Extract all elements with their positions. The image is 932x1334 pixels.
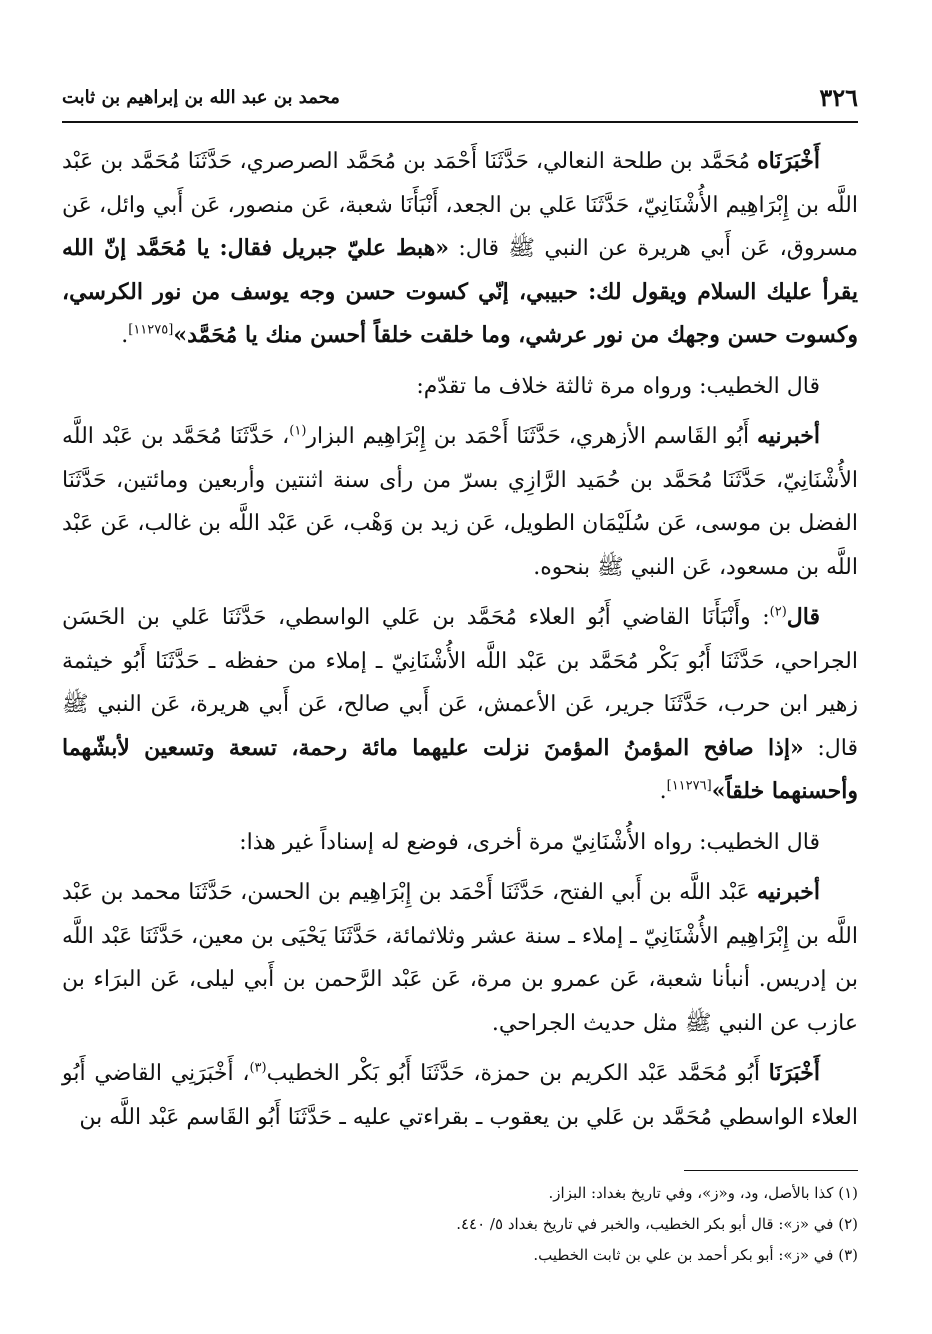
chain-text: أَبُو القَاسم الأزهري، حَدَّثَنَا أَحْمَد بن إِبْرَاهِيم البزار bbox=[306, 424, 757, 449]
footnote-marker: (٢) bbox=[769, 604, 787, 620]
chain-text-continued: ، أَخْبَرَنِي القاضي أَبُو العلاء الواسطي مُحَمَّد بن عَلي بن يعقوب ـ بقراءتي عليه ـ حَدَّثَنَا أَبُو القَاسم عَبْد اللَّه بن bbox=[62, 1061, 858, 1130]
chain-lead: أَخْبَرَنَاه bbox=[757, 148, 820, 174]
hadith-reference: [١١٢٧٦] bbox=[666, 778, 712, 794]
chain-lead: قال bbox=[786, 604, 820, 630]
khatib-note: قال الخطيب: رواه الأُشْنَانِيّ مرة أخرى، فوضع له إسناداً غير هذا: bbox=[239, 829, 820, 855]
khatib-note: قال الخطيب: ورواه مرة ثالثة خلاف ما تقدّم: bbox=[416, 373, 820, 399]
page-header bbox=[62, 82, 858, 112]
chain-text: : وأَنْبَأَنَا القاضي أَبُو العلاء مُحَمَّد بن عَلي الواسطي، حَدَّثَنَا عَلي بن الحَسَن الجراحي، حَدَّثَنَا أَبُو بَكْر مُحَمَّد بن عَبْد اللَّه الأُشْنَانِيّ ـ إملاء من حفظه ـ حَدَّثَنَا أَبُو خيثمة زهير ابن حرب، حَدَّثَنَا جرير، عَن الأعمش، عَن أَبي صالح، عَن أَبي هريرة، عَن النبي ﷺ قال: bbox=[62, 605, 859, 761]
paragraph-tail: . bbox=[659, 779, 667, 804]
chain-text-continued: ، حَدَّثَنَا مُحَمَّد بن عَبْد اللَّه الأُشْنَانِيّ، حَدَّثَنَا مُحَمَّد بن حُمَيد الرَّازِي بسرّ من رأى سنة اثنتين وأربعين ومائتين، حَدَّثَنَا الفضل بن موسى، عَن سُلَيْمَان الطويل، عَن زيد بن وَهْب، عَن عَبْد اللَّه بن غالب، عَن عَبْد اللَّه بن مسعود، عَن النبي ﷺ بنحوه. bbox=[62, 424, 858, 580]
footnotes bbox=[62, 1178, 858, 1271]
footnote-3: (٣) في «ز»: أبو بكر أحمد بن علي بن ثابت الخطيب. bbox=[533, 1246, 858, 1264]
chain-lead: أخبرنيه bbox=[756, 879, 820, 905]
chain-lead: أَخْبَرَنَا bbox=[768, 1060, 820, 1086]
paragraph-hadith-2 bbox=[62, 596, 858, 814]
footnote-2: (٢) في «ز»: قال أبو بكر الخطيب، والخبر في تاريخ بغداد ٥/ ٤٤٠. bbox=[456, 1215, 858, 1233]
paragraph-chain-4 bbox=[62, 1052, 858, 1139]
chain-text: عَبْد اللَّه بن أَبي الفتح، حَدَّثَنَا أَحْمَد بن إِبْرَاهِيم بن الحسن، حَدَّثَنَا محمد بن عَبْد اللَّه بن إِبْرَاهِيم الأُشْنَانِيّ ـ إملاء ـ سنة عشر وثلاثمائة، حَدَّثَنَا يَحْيَى بن معين، حَدَّثَنَا عَبْد اللَّه بن إدريس. أنبأنا شعبة، عَن عمرو بن مرة، عَن عَبْد الرَّحمن بن أَبي ليلى، عَن البرَاء بن عازب عن النبي ﷺ مثل حديث الجراحي. bbox=[62, 880, 858, 1036]
hadith-quote: «هبط عليّ جبريل فقال: يا مُحَمَّد إنّ الله يقرأ عليك السلام ويقول لك: حبيبي، إنّي كسوت حسن وجه يوسف من نور الكرسي، وكسوت حسن وجهك من نور عرشي، وما خلقت خلقاً أحسن منك يا مُحَمَّد» bbox=[62, 235, 858, 348]
paragraph-chain-2 bbox=[62, 415, 858, 589]
footnote-marker: (١) bbox=[289, 423, 307, 439]
chain-text: أَبُو مُحَمَّد عَبْد الكريم بن حمزة، حَدَّثَنَا أَبُو بَكْر الخطيب bbox=[266, 1061, 769, 1086]
hadith-reference: [١١٢٧٥] bbox=[128, 322, 174, 338]
chain-lead: أخبرنيه bbox=[756, 423, 820, 449]
page-number: ٣٢٦ bbox=[819, 82, 858, 112]
footnote-rule bbox=[684, 1170, 858, 1171]
running-title: محمد بن عبد الله بن إبراهيم بن ثابت bbox=[62, 86, 340, 108]
footnote-1: (١) كذا بالأصل، ود، و«ز»، وفي تاريخ بغداد: البزاز. bbox=[548, 1184, 858, 1202]
paragraph-hadith-1 bbox=[62, 140, 858, 358]
paragraph-khatib-note-1 bbox=[62, 365, 858, 409]
footnote-marker: (٣) bbox=[249, 1060, 267, 1076]
hadith-quote: «إذا صافح المؤمنُ المؤمنَ نزلت عليهما مائة رحمة، تسعة وتسعين لأبشّهما وأحسنهما خلقاً» bbox=[62, 734, 858, 804]
chain-text: مُحَمَّد بن طلحة النعالي، حَدَّثَنَا أَحْمَد بن مُحَمَّد الصرصري، حَدَّثَنَا مُحَمَّد بن عَبْد اللَّه بن إِبْرَاهِيم الأُشْنَانِيّ، حَدَّثَنَا عَلي بن الجعد، أَنْبَأَنَا شعبة، عَن منصور، عَن أَبي وائل، عَن مسروق، عَن أَبي هريرة عن النبي ﷺ قال: bbox=[62, 149, 859, 261]
main-text bbox=[62, 140, 858, 1139]
paragraph-chain-3 bbox=[62, 871, 858, 1045]
paragraph-khatib-note-2 bbox=[62, 821, 858, 865]
paragraph-tail: . bbox=[121, 323, 129, 348]
header-rule bbox=[62, 121, 858, 123]
